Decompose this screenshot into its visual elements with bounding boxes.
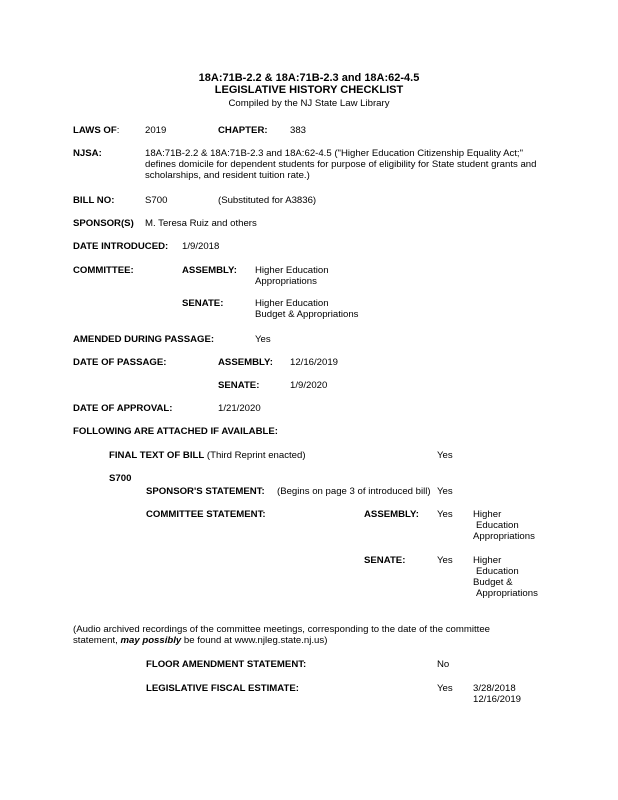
committee-senate-item: Higher Education [255,298,329,309]
cs-senate-value: Yes [437,555,453,566]
cs-senate-committee: Education [476,566,519,577]
njsa-label: NJSA: [73,148,102,159]
committee-senate-item: Budget & Appropriations [255,309,359,320]
final-text-row: FINAL TEXT OF BILL (Third Reprint enacted) [109,450,306,461]
passage-label: DATE OF PASSAGE: [73,357,167,368]
title-citation: 18A:71B-2.2 & 18A:71B-2.3 and 18A:62-4.5 [198,72,420,84]
chapter-label: CHAPTER: [218,125,268,136]
cs-assembly-committee: Appropriations [473,531,535,542]
floor-amendment-label: FLOOR AMENDMENT STATEMENT: [146,659,307,670]
bill-no-label: BILL NO: [73,195,115,206]
compiled-by: Compiled by the NJ State Law Library [228,98,390,109]
date-introduced-value: 1/9/2018 [182,241,220,252]
cs-assembly-value: Yes [437,509,453,520]
cs-assembly-label: ASSEMBLY: [364,509,419,520]
audio-note-line: statement, may possibly be found at www.njleg.state.nj.us) [73,635,328,646]
bill-no-value: S700 [145,195,168,206]
njsa-line: defines domicile for dependent students for purpose of eligibility for State student grants and [145,159,537,170]
final-text-value: Yes [437,450,453,461]
laws-of-value: 2019 [145,125,167,136]
title-checklist: LEGISLATIVE HISTORY CHECKLIST [214,84,404,96]
passage-senate-date: 1/9/2020 [290,380,328,391]
cs-senate-committee: Appropriations [476,588,538,599]
fiscal-estimate-value: Yes [437,683,453,694]
committee-assembly-label: ASSEMBLY: [182,265,237,276]
fiscal-estimate-label: LEGISLATIVE FISCAL ESTIMATE: [146,683,299,694]
committee-statement-label: COMMITTEE STATEMENT: [146,509,266,520]
amended-label: AMENDED DURING PASSAGE: [73,334,215,345]
cs-senate-committee: Higher [473,555,502,566]
passage-assembly-date: 12/16/2019 [290,357,339,368]
njsa-line: 18A:71B-2.2 & 18A:71B-2.3 and 18A:62-4.5 ("Higher Education Citizenship Equality Act;" [145,148,523,159]
amended-value: Yes [255,334,271,345]
cs-senate-committee: Budget & [473,577,513,588]
audio-note-emphasis: may possibly [120,635,182,646]
committee-assembly-item: Appropriations [255,276,317,287]
committee-assembly-item: Higher Education [255,265,329,276]
date-introduced-label: DATE INTRODUCED: [73,241,169,252]
bill-substitution-note: (Substituted for A3836) [218,195,317,206]
audio-note-line: (Audio archived recordings of the committee meetings, corresponding to the date of the committee [73,624,491,635]
attached-bill-number: S700 [109,473,132,484]
committee-senate-label: SENATE: [182,298,224,309]
cs-senate-label: SENATE: [364,555,406,566]
sponsors-label: SPONSOR(S) [73,218,134,229]
fiscal-estimate-date: 12/16/2019 [473,694,522,705]
chapter-value: 383 [290,125,307,136]
fiscal-estimate-date: 3/28/2018 [473,683,516,694]
njsa-line: scholarships, and resident tuition rate.) [145,170,310,181]
sponsor-statement-value: Yes [437,486,453,497]
laws-of-label: LAWS OF: [73,125,120,136]
cs-assembly-committee: Education [476,520,519,531]
passage-senate-label: SENATE: [218,380,260,391]
approval-label: DATE OF APPROVAL: [73,403,173,414]
attached-heading: FOLLOWING ARE ATTACHED IF AVAILABLE: [73,426,278,437]
sponsors-value: M. Teresa Ruiz and others [145,218,257,229]
floor-amendment-value: No [437,659,450,670]
committee-label: COMMITTEE: [73,265,134,276]
passage-assembly-label: ASSEMBLY: [218,357,273,368]
sponsor-statement-label: SPONSOR'S STATEMENT: [146,486,265,497]
cs-assembly-committee: Higher [473,509,502,520]
sponsor-statement-note: (Begins on page 3 of introduced bill) [277,486,431,497]
approval-value: 1/21/2020 [218,403,261,414]
